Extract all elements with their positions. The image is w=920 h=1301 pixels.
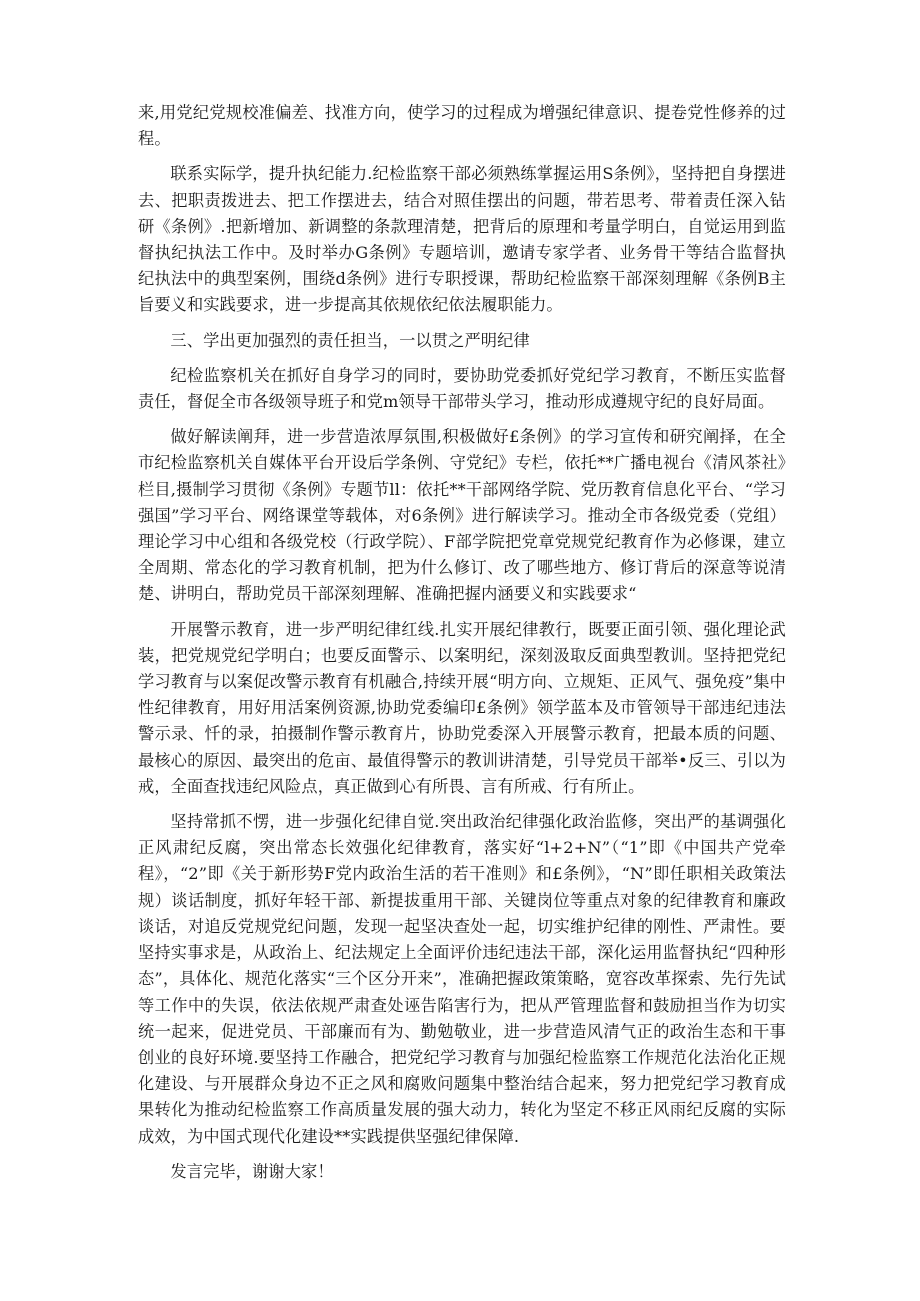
paragraph-1: 来,用党纪党规校准偏差、找准方向，使学习的过程成为增强纪律意识、提卷党性修养的过程。 xyxy=(138,103,786,149)
closing-remark: 发言完毕，谢谢大家！ xyxy=(170,1161,334,1181)
paragraph-2: 联系实际学，提升执纪能力.纪检监察干部必须熟练掌握运用S条例》，坚持把自身摆进去、把职责拨进去、把工作摆进去，结合对照佳摆出的问题，带若思考、带着责任深入钻研《条例》.把新增加、新调整的条款理清楚，把背后的原理和考量学明白，自觉运用到监督执纪执法工作中。及时举办G条例》专题培训，邀请专家学者、业务骨干等结合监督执纪执法中的典型案例，围绕d条例》进行专职授课，帮助纪检监察干部深刻理解《条例B主旨要义和实践要求，进一步提高其依规依纪依法履职能力。 xyxy=(138,164,786,315)
paragraph-5: 做好解读阐拜，进一步营造浓厚氛围,积极做好£条例》的学习宣传和研究阐择，在全市纪检监察机关自媒体平台开设后学条例、守党纪》专栏，依托**广播电视台《清风茶社》栏目,摄制学习贯彻《条例》专题节ll：依托**干部网络学院、党历教育信息化平台、“学习强国”学习平台、网络课堂等载体，对6条例》进行解读学习。推动全市各级党委（党组）理论学习中心组和各级党校（行政学院）、F部学院把党章党规党纪教育作为必修课，建立全周期、常态化的学习教育机制，把为什么修订、改了哪些地方、修订背后的深意等说清楚、讲明白，帮助党员干部深刻理解、准确把握内涵要义和实践要求“ xyxy=(138,427,786,604)
section-heading-3: 三、学出更加强烈的责任担当，一以贯之严明纪律 xyxy=(170,330,530,350)
paragraph-7: 坚持常抓不愣，进一步强化纪律自觉.突出政治纪律强化政治监修，突出严的基调强化正风肃纪反腐，突出常态长效强化纪律教育，落实好“l+2+N”（“1”即《中国共产党牵程》，“2”即《关于新形势F党内政治生活的若干准则》和£条例》，“N”即任职相关政策法规）谈话制度，抓好年轻干部、新提拔重用干部、关键岗位等重点对象的纪律教育和廉政谈话，对追反党规党纪问题，发现一起坚决查处一起，切实维护纪律的刚性、严肃性。要坚持实事求是，从政治上、纪法规定上全面评价违纪违法干部，深化运用监督执纪“四种形态”，具体化、规范化落实“三个区分开来”，准确把握政策策略，宽容改革探索、先行先试等工作中的失误，依法依规严肃查处诬告陷害行为，把从严管理监督和鼓励担当作为切实统一起来，促进党员、干部廉而有为、勤勉敬业，进一步营造风清气正的政治生态和干事创业的良好环境.要坚持工作融合，把党纪学习教育与加强纪检监察工作规范化法治化正规化建设、与开展群众身边不正之风和腐败问题集中整治结合起来，努力把党纪学习教育成果转化为推动纪检监察工作高质量发展的强大动力，转化为坚定不移正风雨纪反腐的实际成效，为中国式现代化建设**实践提供坚强纪律保障. xyxy=(138,812,786,1146)
document-page xyxy=(138,100,786,1185)
paragraph-6: 开展警示教育，进一步严明纪律红线.扎实开展纪律教行，既要正面引领、强化理论武装，把党规党纪学明白；也要反面警示、以案明纪，深刻汲取反面典型教训。坚持把党纪学习教育与以案促改警示教育有机融合,持续开展“明方向、立规矩、正风气、强免疫”集中性纪律教育，用好用活案例资源,协助党委编印£条例》领学蓝本及市管领导干部违纪违法警示录、忏的录，拍摄制作警示教育片，协助党委深入开展警示教育，把最本质的问题、最核心的原因、最突出的危亩、最值得警示的教训讲清楚，引导党员干部举•反三、引以为戒，全面查找违纪风险点，真正做到心有所畏、言有所戒、行有所止。 xyxy=(138,619,786,796)
paragraph-4: 纪检监察机关在抓好自身学习的同时，要协助党委抓好党纪学习教育，不断压实监督责任，督促全市各级领导班子和党m领导干部带头学习，推动形成遵规守纪的良好局面。 xyxy=(138,365,786,412)
